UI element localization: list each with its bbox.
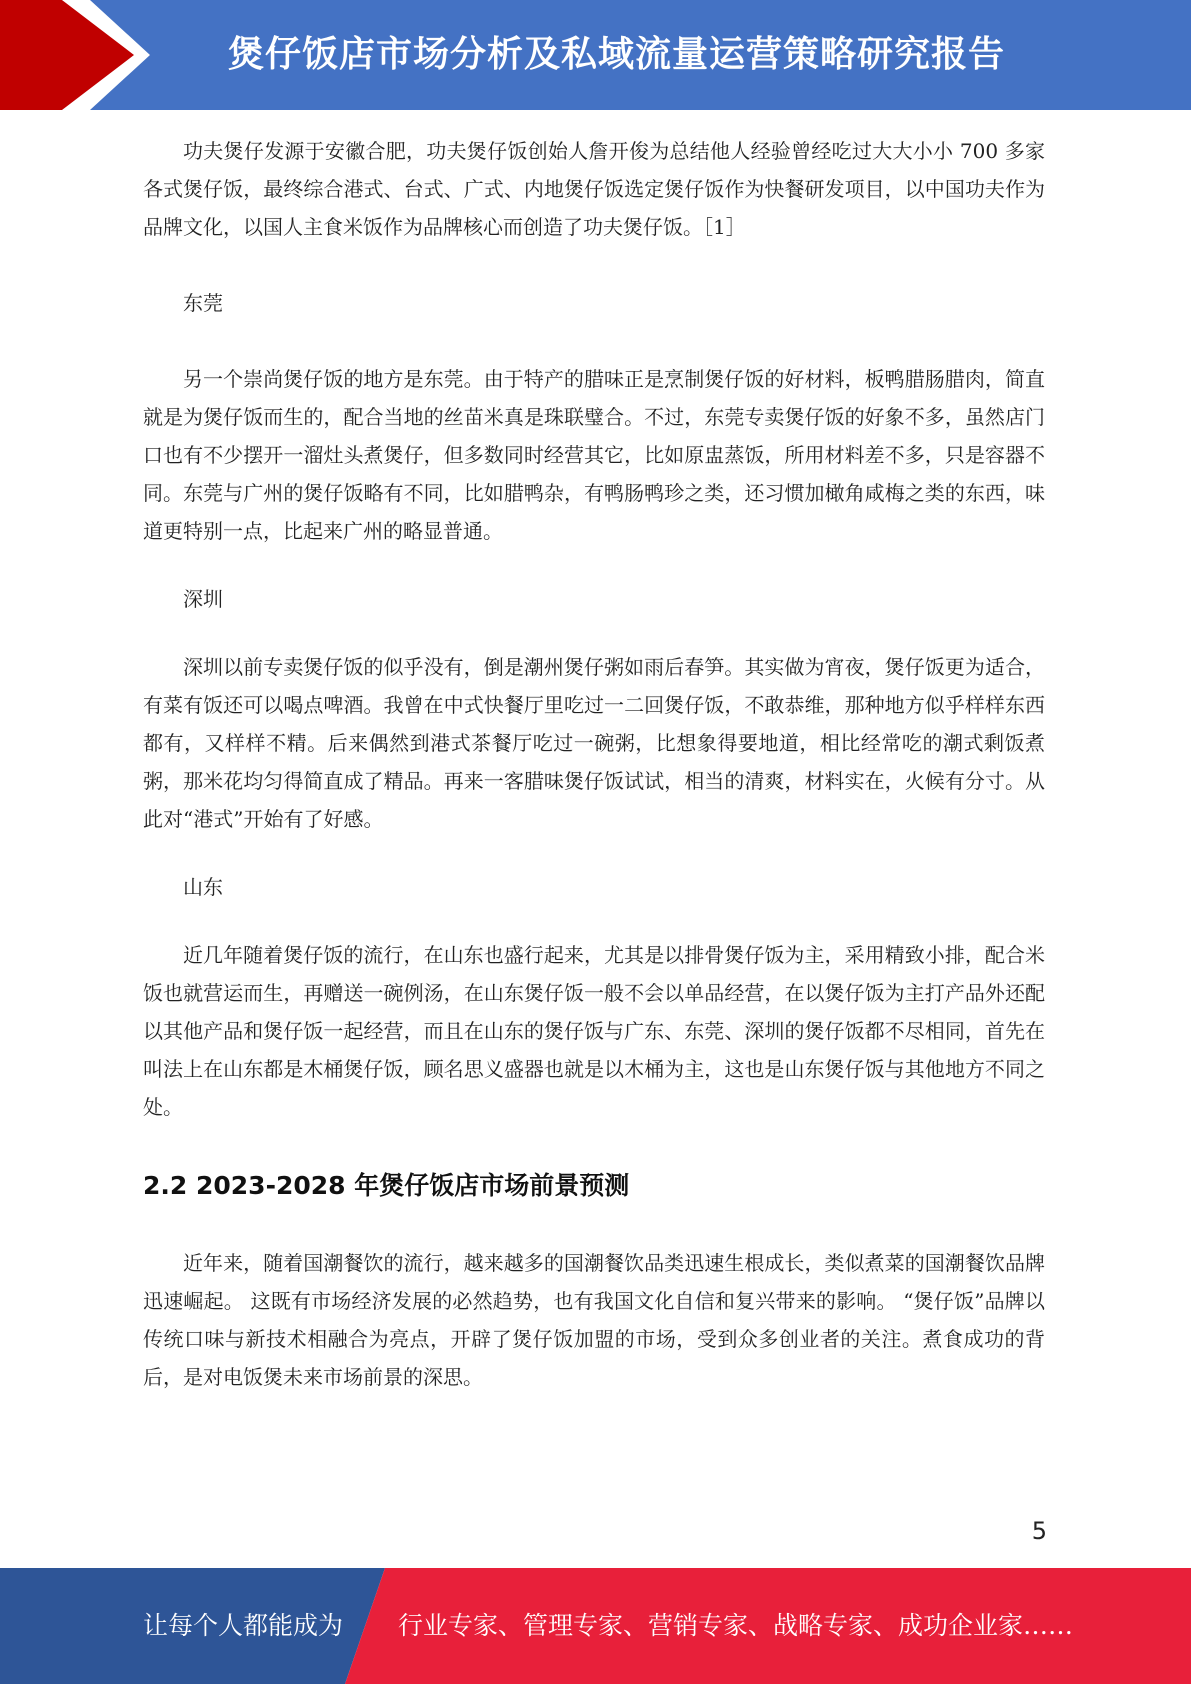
- footer-slogan-right: 行业专家、管理专家、营销专家、战略专家、成功企业家……: [398, 1611, 1074, 1640]
- paragraph-gongfu: 功夫煲仔发源于安徽合肥，功夫煲仔饭创始人詹开俊为总结他人经验曾经吃过大大小小 700 多家各式煲仔饭，最终综合港式、台式、广式、内地煲仔饭选定煲仔饭作为快餐研发项目，以中国功夫作为品牌文化，以国人主食米饭作为品牌核心而创造了功夫煲仔饭。［1］: [143, 139, 1045, 239]
- page-header: [0, 0, 1191, 110]
- subheading-dongguan: 东莞: [183, 291, 223, 315]
- subheading-shandong: 山东: [183, 875, 223, 899]
- report-title: 煲仔饭店市场分析及私域流量运营策略研究报告: [228, 34, 1006, 75]
- paragraph-dongguan: 另一个崇尚煲仔饭的地方是东莞。由于特产的腊味正是烹制煲仔饭的好材料，板鸭腊肠腊肉，简直就是为煲仔饭而生的，配合当地的丝苗米真是珠联璧合。不过，东莞专卖煲仔饭的好象不多，虽然店门口也有不少摆开一溜灶头煮煲仔，但多数同时经营其它，比如原盅蒸饭，所用材料差不多，只是容器不同。东莞与广州的煲仔饭略有不同，比如腊鸭杂，有鸭肠鸭珍之类，还习惯加橄角咸梅之类的东西，味道更特别一点，比起来广州的略显普通。: [143, 367, 1045, 543]
- footer-slogan-left: 让每个人都能成为: [143, 1611, 344, 1640]
- subheading-shenzhen: 深圳: [183, 587, 223, 611]
- page-number: 5: [1031, 1517, 1047, 1545]
- paragraph-shenzhen: 深圳以前专卖煲仔饭的似乎没有，倒是潮州煲仔粥如雨后春笋。其实做为宵夜，煲仔饭更为适合，有菜有饭还可以喝点啤酒。我曾在中式快餐厅里吃过一二回煲仔饭，不敢恭维，那种地方似乎样样东西都有，又样样不精。后来偶然到港式茶餐厅吃过一碗粥，比想象得要地道，相比经常吃的潮式剩饭煮粥，那米花均匀得简直成了精品。再来一客腊味煲仔饭试试，相当的清爽，材料实在，火候有分寸。从此对“港式”开始有了好感。: [143, 655, 1045, 831]
- document-body: [143, 132, 1045, 1396]
- section-heading: 2.2 2023-2028 年煲仔饭店市场前景预测: [143, 1171, 630, 1200]
- paragraph-shandong: 近几年随着煲仔饭的流行，在山东也盛行起来，尤其是以排骨煲仔饭为主，采用精致小排，配合米饭也就营运而生，再赠送一碗例汤，在山东煲仔饭一般不会以单品经营，在以煲仔饭为主打产品外还配以其他产品和煲仔饭一起经营，而且在山东的煲仔饭与广东、东莞、深圳的煲仔饭都不尽相同，首先在叫法上在山东都是木桶煲仔饭，顾名思义盛器也就是以木桶为主，这也是山东煲仔饭与其他地方不同之处。: [143, 943, 1045, 1119]
- page-footer: [0, 1568, 1191, 1684]
- paragraph-market-outlook: 近年来，随着国潮餐饮的流行，越来越多的国潮餐饮品类迅速生根成长，类似煮菜的国潮餐饮品牌迅速崛起。 这既有市场经济发展的必然趋势，也有我国文化自信和复兴带来的影响。 “煲仔饭”品牌以传统口味与新技术相融合为亮点，开辟了煲仔饭加盟的市场，受到众多创业者的关注。煮食成功的背后，是对电饭煲未来市场前景的深思。: [143, 1251, 1045, 1389]
